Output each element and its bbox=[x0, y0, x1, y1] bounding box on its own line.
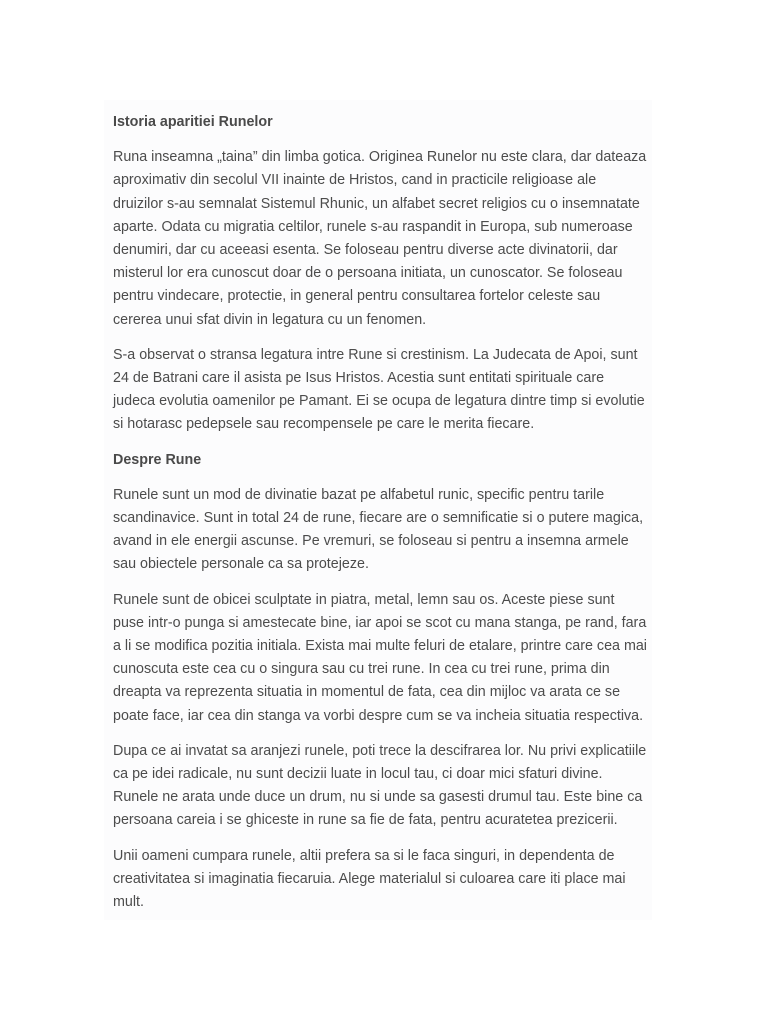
paragraph-rune-making: Unii oameni cumpara runele, altii prefera sa si le faca singuri, in dependenta de creativitatea si imaginatia fiecaruia. Alege materialul si culoarea care iti place mai mult. bbox=[113, 847, 626, 911]
paragraph-rune-origin: Runa inseamna „taina” din limba gotica. Originea Runelor nu este clara, dar dateaza aproximativ din secolul VII inainte de Hristos, cand in practicile religioase ale druizilor s-au semnalat Sistemul Rhunic, un alfabet secret religios cu o insemnatate aparte. Odata cu migratia celtilor, runele s-au raspandit in Europa, sub numeroase denumiri, dar cu aceeasi esenta. Se foloseau pentru diverse acte divinatorii, dar misterul lor era cunoscut doar de o persoana initiata, un cunoscator. Se foloseau pentru vindecare, protectie, in general pentru consultarea fortelor celeste sau cererea unui sfat divin in legatura cu un fenomen. bbox=[113, 149, 647, 328]
paragraph-rune-divination: Runele sunt un mod de divinatie bazat pe alfabetul runic, specific pentru tarile scandinavice. Sunt in total 24 de rune, fiecare are o semnificatie si o putere magica, avand in ele energii ascunse. Pe vremuri, se foloseau si pentru a insemna armele sau obiectele personale ca sa protejeze. bbox=[113, 486, 644, 573]
paragraph-rune-materials: Runele sunt de obicei sculptate in piatra, metal, lemn sau os. Aceste piese sunt puse intr-o punga si amestecate bine, iar apoi se scot cu mana stanga, pe rand, fara a li se modifica pozitia initiala. Exista mai multe feluri de etalare, printre care cea mai cunoscuta este cea cu o singura sau cu trei rune. In cea cu trei rune, prima din dreapta va reprezenta situatia in momentul de fata, cea din mijloc va arata ce se poate face, iar cea din stanga va vorbi despre cum se va incheia situatia respectiva. bbox=[113, 591, 647, 724]
document-body bbox=[113, 111, 648, 926]
section-heading-history: Istoria aparitiei Runelor bbox=[113, 114, 273, 130]
section-heading-about-runes: Despre Rune bbox=[113, 451, 202, 468]
paragraph-rune-reading: Dupa ce ai invatat sa aranjezi runele, poti trece la descifrarea lor. Nu privi explicatiile ca pe idei radicale, nu sunt decizii luate in locul tau, ci doar mici sfaturi divine. Runele ne arata unde duce un drum, nu si unde sa gasesti drumul tau. Este bine ca persoana careia i se ghiceste in rune sa fie de fata, pentru acuratetea prezicerii. bbox=[113, 742, 647, 829]
paragraph-rune-christianity: S-a observat o stransa legatura intre Rune si crestinism. La Judecata de Apoi, sunt 24 de Batrani care il asista pe Isus Hristos. Acestia sunt entitati spirituale care judeca evolutia oamenilor pe Pamant. Ei se ocupa de legatura dintre timp si evolutie si hotarasc pedepsele sau recompensele pe care le merita fiecare. bbox=[113, 346, 645, 433]
